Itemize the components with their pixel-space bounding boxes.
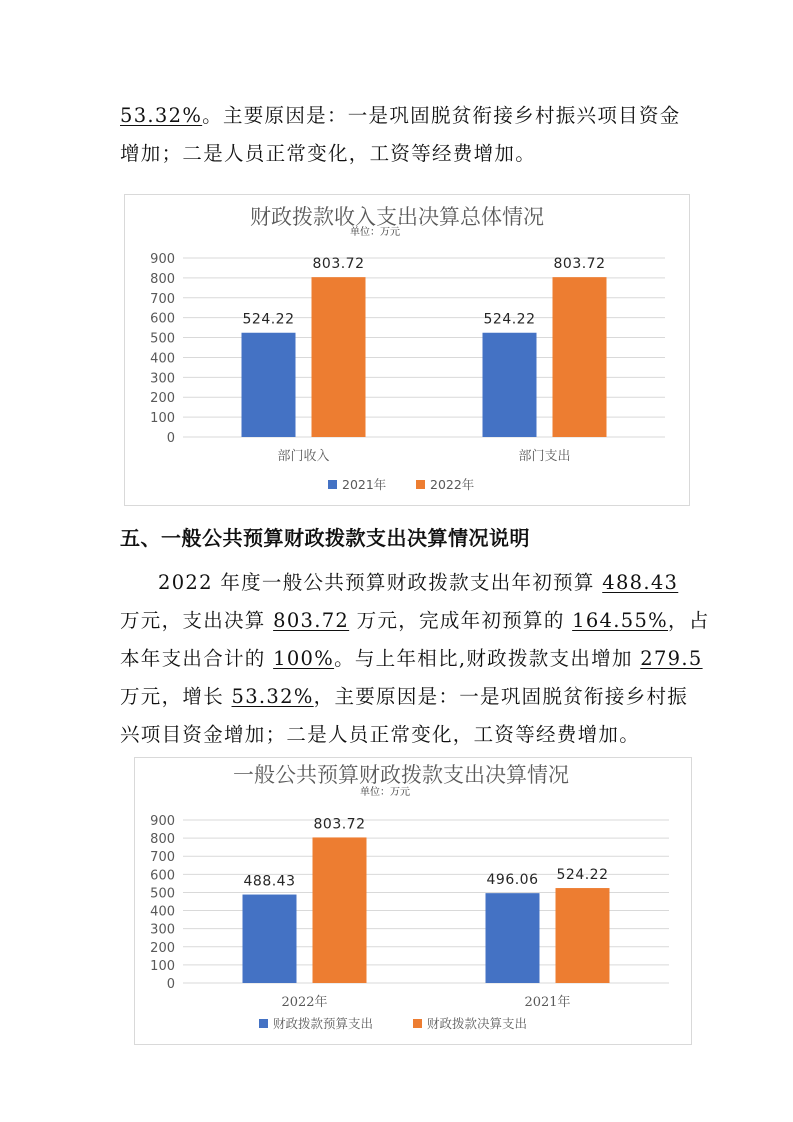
body-line-4 [120, 678, 689, 716]
body-line-3 [120, 640, 703, 678]
bar-1 [483, 333, 537, 437]
growth-rate-value: 53.32% [120, 104, 203, 127]
y-tick-label: 0 [166, 977, 175, 992]
y-tick-label: 0 [166, 431, 175, 446]
top-paragraph-line-1 [120, 97, 680, 135]
x-category-label: 2021年 [524, 995, 571, 1010]
bar-2 [312, 277, 366, 437]
chart-income-expense-overview [124, 194, 690, 506]
y-tick-label: 100 [150, 411, 175, 427]
y-tick-label: 900 [150, 814, 175, 829]
legend-swatch [416, 480, 425, 489]
data-label: 496.06 [486, 872, 539, 889]
data-label: 803.72 [553, 256, 606, 273]
bar-2 [313, 837, 367, 983]
body-text: 。与上年相比,财政拨款支出增加 [334, 647, 641, 670]
chart-1-svg [125, 195, 689, 505]
increase-value: 279.5 [640, 647, 703, 670]
body-text: 2022 年度一般公共预算财政拨款支出年初预算 [158, 571, 603, 594]
data-label: 803.72 [312, 256, 365, 273]
body-line-2 [120, 602, 710, 640]
body-text: 本年支出合计的 [120, 647, 274, 670]
body-text: ，占 [668, 609, 710, 632]
completion-rate: 164.55% [572, 609, 669, 632]
bar-1 [486, 893, 540, 983]
bar-1 [242, 333, 296, 437]
data-label: 524.22 [483, 311, 536, 328]
reason-text: 。主要原因是：一是巩固脱贫衔接乡村振兴项目资金 [202, 104, 681, 127]
y-tick-label: 200 [150, 391, 175, 407]
section-heading: 五、一般公共预算财政拨款支出决算情况说明 [120, 526, 530, 550]
legend-label: 财政拨款决算支出 [427, 1016, 528, 1031]
chart-2-svg [135, 758, 691, 1044]
chart-subtitle: 单位：万元 [350, 227, 400, 238]
y-tick-label: 400 [150, 904, 175, 920]
legend-swatch [328, 480, 337, 489]
legend-swatch [259, 1019, 268, 1028]
chart-title: 财政拨款收入支出决算总体情况 [250, 205, 544, 229]
bar-1 [243, 895, 297, 983]
y-tick-label: 300 [150, 922, 175, 938]
body-text: 万元，支出决算 [120, 609, 274, 632]
data-label: 488.43 [243, 873, 296, 890]
growth-value: 53.32% [231, 685, 314, 708]
chart-subtitle: 单位：万元 [360, 787, 410, 798]
legend-label: 2022年 [430, 477, 475, 492]
data-label: 803.72 [313, 816, 366, 833]
body-paragraph [120, 564, 710, 754]
y-tick-label: 700 [150, 291, 175, 307]
y-tick-label: 400 [150, 351, 175, 367]
actual-value: 803.72 [273, 609, 350, 632]
top-paragraph [120, 97, 680, 173]
bar-2 [556, 888, 610, 983]
legend-label: 2021年 [342, 477, 387, 492]
y-tick-label: 200 [150, 940, 175, 956]
y-tick-label: 700 [150, 850, 175, 866]
body-text: 万元，增长 [120, 685, 232, 708]
x-category-label: 2022年 [281, 995, 328, 1010]
y-tick-label: 600 [150, 311, 175, 327]
data-label: 524.22 [556, 867, 609, 884]
bar-2 [553, 277, 607, 437]
y-tick-label: 800 [150, 271, 175, 287]
chart-general-budget-expense [134, 757, 692, 1045]
share-value: 100% [273, 647, 335, 670]
y-tick-label: 100 [150, 958, 175, 974]
legend-swatch [413, 1019, 422, 1028]
y-tick-label: 600 [150, 868, 175, 884]
y-tick-label: 500 [150, 331, 175, 347]
y-tick-label: 500 [150, 886, 175, 902]
x-category-label: 部门支出 [518, 449, 571, 464]
body-line-5: 兴项目资金增加；二是人员正常变化，工资等经费增加。 [120, 723, 641, 746]
y-tick-label: 900 [150, 252, 175, 267]
body-line-1 [120, 564, 680, 602]
body-text: 万元，完成年初预算的 [349, 609, 573, 632]
chart-title: 一般公共预算财政拨款支出决算情况 [233, 763, 569, 787]
legend-label: 财政拨款预算支出 [273, 1016, 374, 1031]
y-tick-label: 800 [150, 832, 175, 848]
top-paragraph-line-2: 增加；二是人员正常变化，工资等经费增加。 [120, 142, 537, 165]
body-text: ，主要原因是：一是巩固脱贫衔接乡村振 [313, 685, 689, 708]
y-tick-label: 300 [150, 371, 175, 387]
data-label: 524.22 [242, 311, 295, 328]
x-category-label: 部门收入 [277, 449, 330, 464]
budget-value: 488.43 [602, 571, 679, 594]
